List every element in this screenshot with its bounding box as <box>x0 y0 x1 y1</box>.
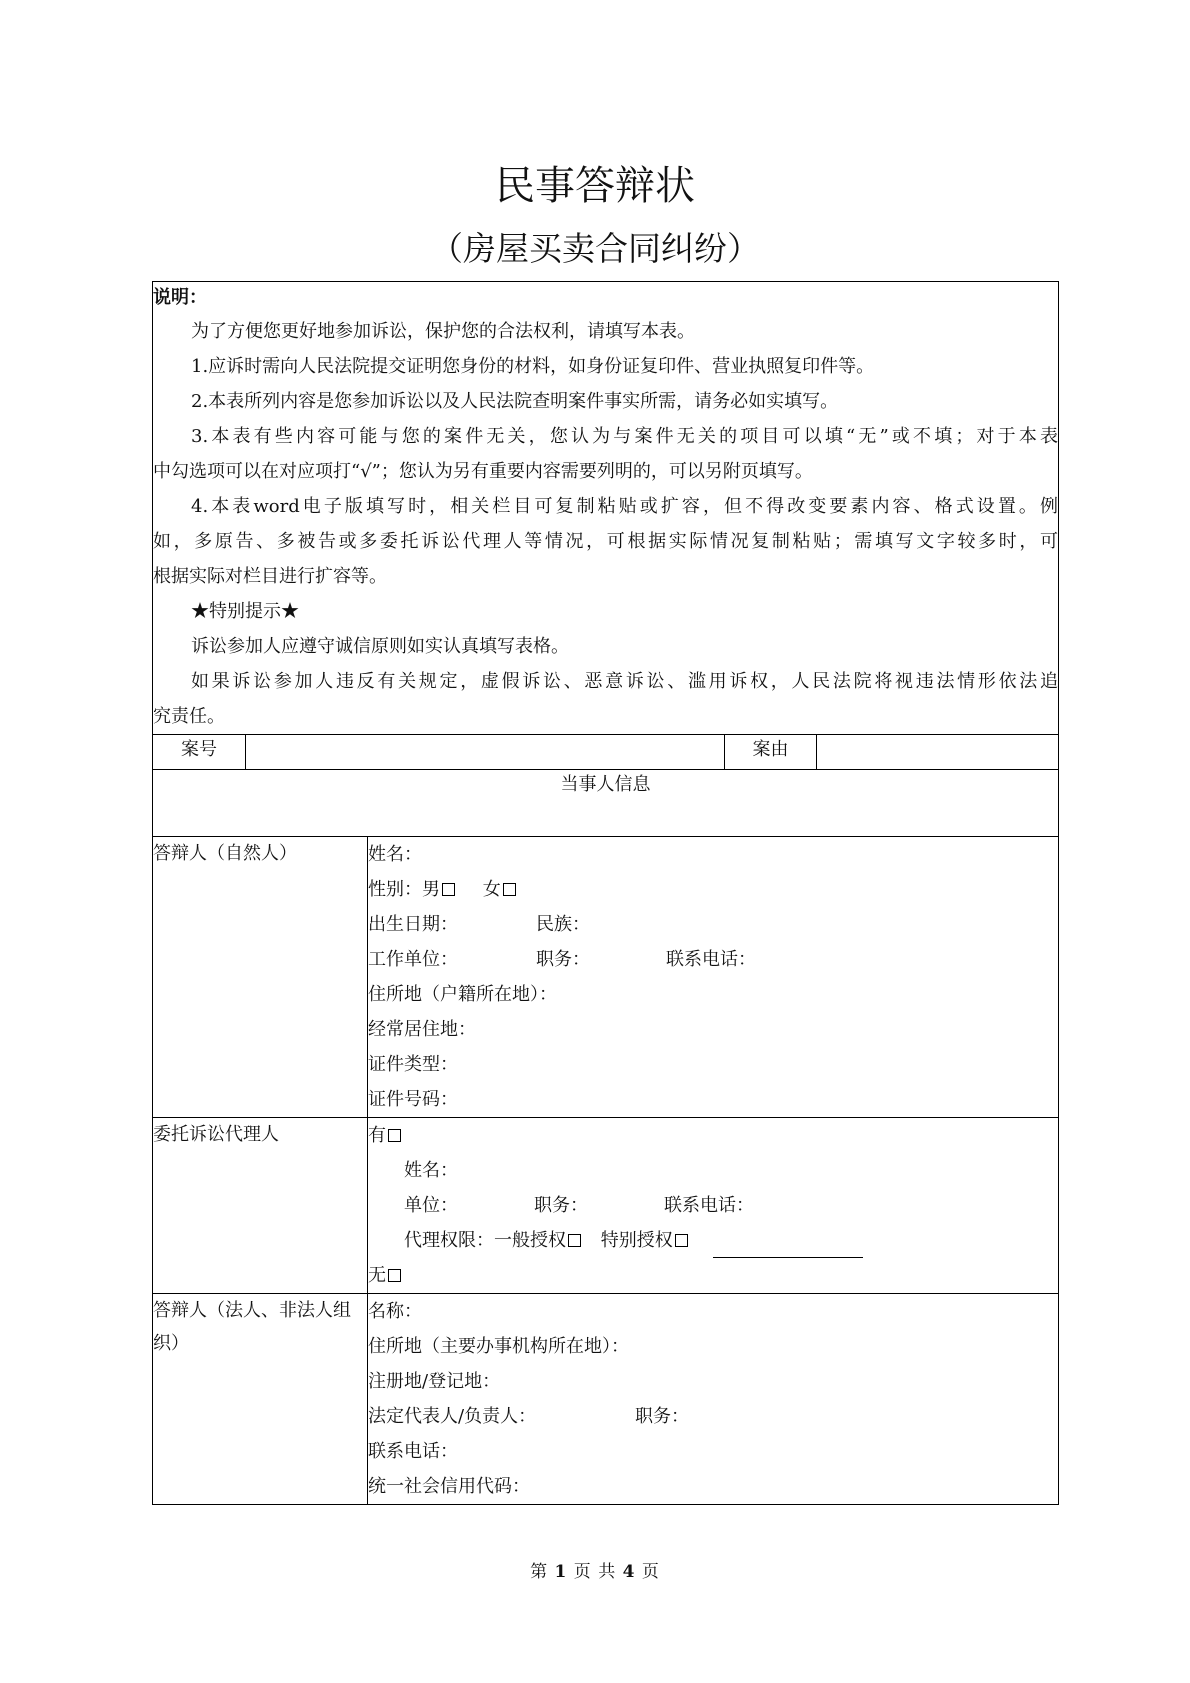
document-title: 民事答辩状 <box>495 163 695 209</box>
id-number-field[interactable]: 证件号码： <box>368 1089 458 1110</box>
entity-name-field[interactable]: 名称： <box>368 1301 422 1322</box>
birth-date-label[interactable]: 出生日期： <box>368 914 458 935</box>
credit-code-field[interactable]: 统一社会信用代码： <box>368 1476 530 1497</box>
special-notice-heading: ★特别提示★ <box>191 601 299 622</box>
legal-entity-row <box>153 1294 1059 1505</box>
notes-item-3-line-2: 中勾选项可以在对应项打“√”；您认为另有重要内容需要列明的，可以另附页填写。 <box>153 461 813 482</box>
domicile-field[interactable]: 住所地（户籍所在地）： <box>368 984 557 1005</box>
entity-phone-field[interactable]: 联系电话： <box>368 1441 458 1462</box>
name-field[interactable] <box>368 837 1058 872</box>
id-type-field[interactable]: 证件类型： <box>368 1054 458 1075</box>
agent-row <box>153 1118 1059 1294</box>
general-authority-label: 一般授权 <box>494 1230 566 1251</box>
page-number: 1 <box>554 1562 568 1582</box>
agent-yes-checkbox[interactable] <box>388 1129 401 1142</box>
agent-phone-label[interactable]: 联系电话： <box>664 1195 754 1216</box>
agent-name-field[interactable]: 姓名： <box>404 1160 458 1181</box>
entity-registered-field[interactable]: 注册地/登记地： <box>368 1371 501 1392</box>
form-table <box>152 281 1059 1505</box>
party-info-header-row <box>153 770 1059 837</box>
gender-field <box>368 872 1058 907</box>
natural-person-row <box>153 837 1059 1118</box>
notes-item-1: 1.应诉时需向人民法院提交证明您身份的材料，如身份证复印件、营业执照复印件等。 <box>191 356 875 377</box>
male-option-label: 男 <box>422 879 440 900</box>
special-authority-label: 特别授权 <box>600 1230 673 1251</box>
agent-yes-option <box>368 1118 1058 1153</box>
ethnicity-label[interactable]: 民族： <box>536 914 590 935</box>
agent-no-option <box>368 1258 1058 1293</box>
notes-item-3-line-1: 3.本表有些内容可能与您的案件无关，您认为与案件无关的项目可以填“无”或不填；对于本表 <box>191 426 1058 447</box>
general-authority-checkbox[interactable] <box>568 1234 581 1247</box>
natural-person-fields <box>368 837 1059 1118</box>
page-suffix: 页 <box>641 1562 660 1582</box>
notes-item-4-line-3: 根据实际对栏目进行扩容等。 <box>153 566 387 587</box>
legal-entity-label: 答辩人（法人、非法人组织） <box>153 1294 368 1505</box>
case-cause-field[interactable] <box>817 735 1059 770</box>
agent-unit-line <box>368 1188 1058 1223</box>
notes-item-2: 2.本表所列内容是您参加诉讼以及人民法院查明案件事实所需，请务必如实填写。 <box>191 391 839 412</box>
female-checkbox[interactable] <box>503 883 516 896</box>
case-number-label: 案号 <box>153 735 246 770</box>
birth-ethnicity-line <box>368 907 1058 942</box>
phone-label[interactable]: 联系电话： <box>666 949 756 970</box>
notes-row <box>153 282 1059 735</box>
special-authority-checkbox[interactable] <box>675 1234 688 1247</box>
position-label[interactable]: 职务： <box>536 949 590 970</box>
agent-no-checkbox[interactable] <box>388 1269 401 1282</box>
case-row <box>153 735 1059 770</box>
special-notice-1: 诉讼参加人应遵守诚信原则如实认真填写表格。 <box>191 636 569 657</box>
page-total: 4 <box>622 1562 636 1582</box>
agent-unit-label[interactable]: 单位： <box>404 1195 458 1216</box>
employer-line <box>368 942 1058 977</box>
authority-label: 代理权限： <box>404 1230 494 1251</box>
natural-person-label: 答辩人（自然人） <box>153 837 368 1118</box>
notes-intro: 为了方便您更好地参加诉讼，保护您的合法权利，请填写本表。 <box>191 321 695 342</box>
notes-heading: 说明： <box>153 287 207 308</box>
document-subtitle: （房屋买卖合同纠纷） <box>430 229 760 268</box>
residence-field[interactable]: 经常居住地： <box>368 1019 476 1040</box>
legal-rep-label[interactable]: 法定代表人/负责人： <box>368 1406 537 1427</box>
notes-item-4-line-2: 如，多原告、多被告或多委托诉讼代理人等情况，可根据实际情况复制粘贴；需填写文字较多时，可 <box>153 531 1058 552</box>
entity-rep-line <box>368 1399 1058 1434</box>
special-notice-2-line-2: 究责任。 <box>153 706 225 727</box>
notes-section <box>153 282 1059 735</box>
female-option-label: 女 <box>482 879 501 900</box>
gender-label: 性别： <box>368 879 422 900</box>
agent-yes-label: 有 <box>368 1125 386 1146</box>
authority-blank-field[interactable] <box>713 1237 863 1258</box>
special-notice-2-line-1: 如果诉讼参加人违反有关规定，虚假诉讼、恶意诉讼、滥用诉权，人民法院将视违法情形依法追 <box>191 671 1058 692</box>
page-prefix: 第 <box>530 1562 549 1582</box>
legal-entity-fields <box>368 1294 1059 1505</box>
page-mid: 页 共 <box>573 1562 617 1582</box>
page-footer <box>0 1557 1190 1582</box>
employer-label[interactable]: 工作单位： <box>368 949 458 970</box>
agent-position-label[interactable]: 职务： <box>534 1195 588 1216</box>
agent-authority-line <box>368 1223 1058 1258</box>
party-info-title: 当事人信息 <box>153 770 1059 837</box>
case-cause-label: 案由 <box>725 735 817 770</box>
agent-no-label: 无 <box>368 1265 386 1286</box>
male-checkbox[interactable] <box>442 883 455 896</box>
entity-position-label[interactable]: 职务： <box>635 1406 689 1427</box>
notes-item-4-line-1: 4.本表word电子版填写时，相关栏目可复制粘贴或扩容，但不得改变要素内容、格式设置。例 <box>191 496 1058 517</box>
entity-domicile-field[interactable]: 住所地（主要办事机构所在地）： <box>368 1336 629 1357</box>
name-label: 姓名： <box>368 844 422 865</box>
agent-label: 委托诉讼代理人 <box>153 1118 368 1294</box>
case-number-field[interactable] <box>246 735 725 770</box>
agent-fields <box>368 1118 1059 1294</box>
